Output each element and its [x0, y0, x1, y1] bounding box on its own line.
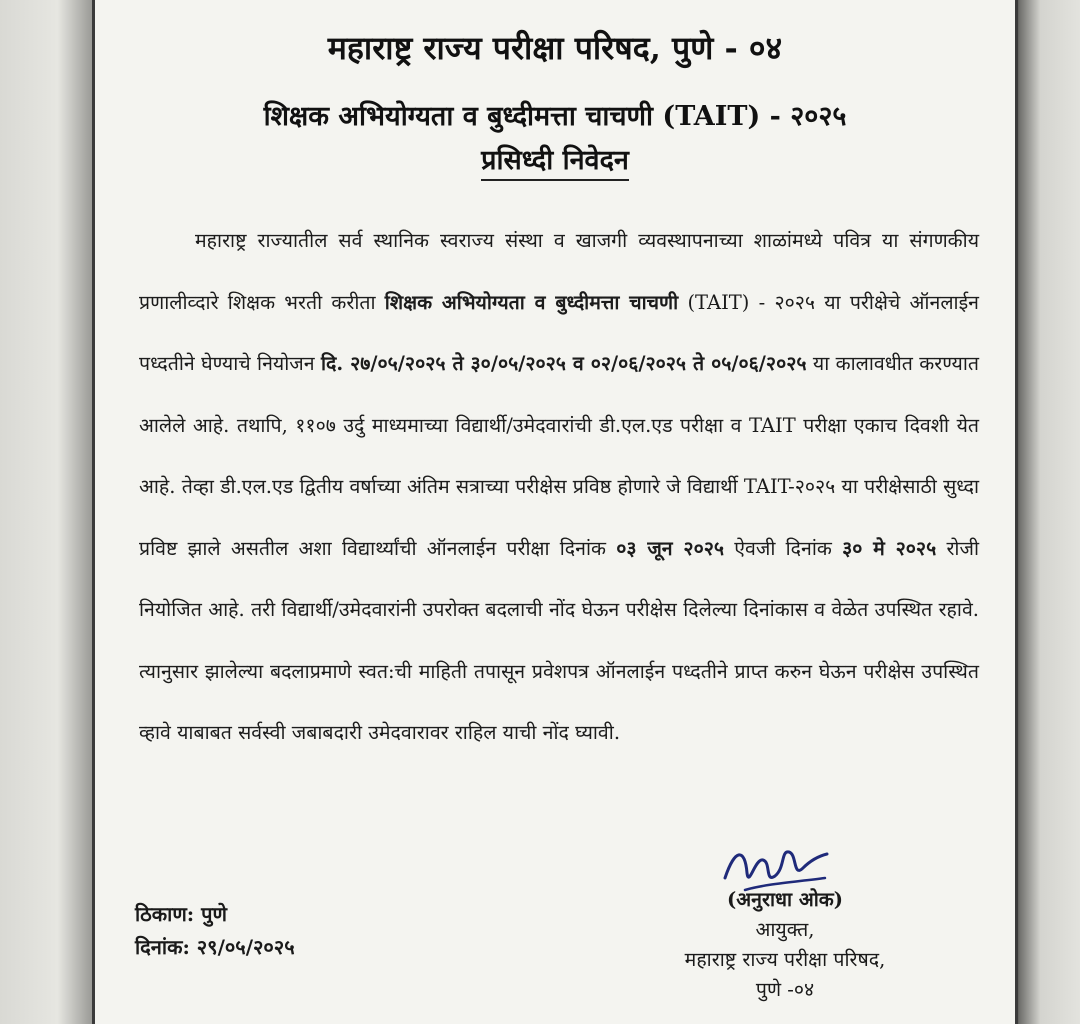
- photo-background-left: [0, 0, 96, 1024]
- place-label: ठिकाण: पुणे: [135, 902, 227, 926]
- notice-body: [139, 210, 979, 764]
- signatory-name: (अनुराधा ओक): [727, 888, 843, 911]
- body-bold-dates: दि. २७/०५/२०२५ ते ३०/०५/२०२५ व ०२/०६/२०२५ ते ०५/०६/२०२५: [320, 352, 807, 375]
- signatory-city: पुणे -०४: [755, 978, 815, 1001]
- body-bold-new-date: ३० मे २०२५: [842, 536, 937, 560]
- signatory-title: आयुक्त,: [755, 918, 815, 941]
- date-label: दिनांक: २९/०५/२०२५: [135, 935, 295, 959]
- notice-heading: प्रसिध्दी निवेदन: [481, 140, 629, 181]
- signatory-block: [635, 885, 935, 1005]
- notice-page: [92, 0, 1018, 1024]
- body-text-2: (TAIT) - २०२५ या परीक्षेचे ऑनलाईन पध्दतीने घेण्याचे नियोजन: [139, 290, 979, 375]
- notice-heading-wrap: [95, 140, 1015, 181]
- body-text-5: रोजी नियोजित आहे. तरी विद्यार्थी/उमेदवारांनी उपरोक्त बदलाची नोंद घेऊन परीक्षेस दिलेल्या दिनांकास व वेळेत उपस्थित रहावे. त्यानुसार झालेल्या बदलाप्रमाणे स्वत:ची माहिती तपासून प्रवेशपत्र ऑनलाईन पध्दतीने प्राप्त करुन घेऊन परीक्षेस उपस्थित व्हावे याबाबत सर्वस्वी जबाबदारी उमेदवारावर राहिल याची नोंद घ्यावी.: [139, 536, 979, 744]
- photo-background-right: [1014, 0, 1080, 1024]
- organization-title: महाराष्ट्र राज्य परीक्षा परिषद, पुणे - ०४: [327, 29, 783, 67]
- place-date-block: [135, 898, 295, 964]
- signatory-org: महाराष्ट्र राज्य परीक्षा परिषद,: [684, 948, 886, 971]
- exam-title: शिक्षक अभियोग्यता व बुध्दीमत्ता चाचणी (TAIT) - २०२५: [263, 101, 847, 132]
- body-text-4: ऐवजी दिनांक: [724, 536, 843, 560]
- notice-paragraph: [139, 210, 979, 764]
- body-text-1: महाराष्ट्र राज्यातील सर्व स्थानिक स्वराज्य संस्था व खाजगी व्यवस्थापनाच्या शाळांमध्ये पवित्र या संगणकीय प्रणालीव्दारे शिक्षक भरती करीता: [139, 229, 979, 314]
- body-bold-1: शिक्षक अभियोग्यता व बुध्दीमत्ता चाचणी: [384, 290, 679, 314]
- body-bold-old-date: ०३ जून २०२५: [616, 536, 724, 560]
- body-text-3: या कालावधीत करण्यात आलेले आहे. तथापि, ११०७ उर्दु माध्यमाच्या विद्यार्थी/उमेदवारांची डी.एल.एड परीक्षा व TAIT परीक्षा एकाच दिवशी येत आहे. तेव्हा डी.एल.एड द्वितीय वर्षाच्या अंतिम सत्राच्या परीक्षेस प्रविष्ठ होणारे जे विद्यार्थी TAIT-२०२५ या परीक्षेसाठी सुध्दा प्रविष्ट झाले असतील अशा विद्यार्थ्यांची ऑनलाईन परीक्षा दिनांक: [139, 352, 979, 560]
